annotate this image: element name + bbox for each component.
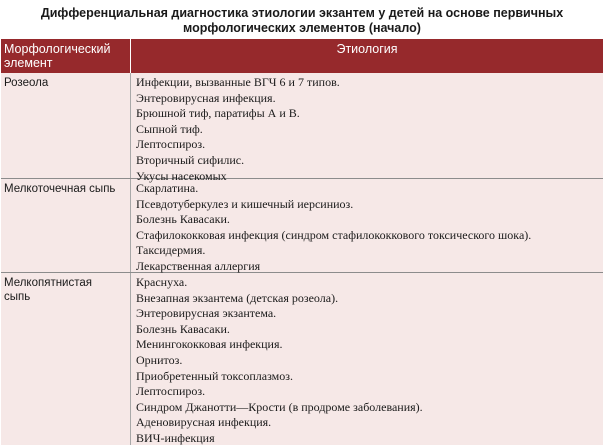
etiology-item: Приобретенный токсоплазмоз. bbox=[136, 368, 294, 383]
table-title bbox=[0, 6, 604, 36]
etiology-item: Краснуха. bbox=[136, 275, 188, 289]
header-etiology: Этиология bbox=[336, 42, 398, 56]
etiology-item: Таксидермия. bbox=[136, 243, 206, 258]
etiology-item: Стафилококковая инфекция (синдром стафилококкового токсического шока). bbox=[136, 227, 532, 242]
element-label-line-2: сыпь bbox=[4, 291, 31, 303]
header-col1-line-1: Морфологический bbox=[4, 42, 111, 56]
element-cell bbox=[1, 273, 131, 445]
table-row bbox=[1, 273, 603, 445]
etiology-item: Инфекции, вызванные ВГЧ 6 и 7 типов. bbox=[136, 75, 340, 89]
etiology-item: Сыпной тиф. bbox=[136, 121, 203, 136]
etiology-item: ВИЧ-инфекция bbox=[136, 430, 215, 445]
etiology-item: Синдром Джанотти—Крости (в продроме заболевания). bbox=[136, 399, 423, 414]
etiology-cell bbox=[131, 273, 603, 445]
element-label-line-1: Мелкопятнистая bbox=[4, 277, 92, 289]
etiology-item: Псевдотуберкулез и кишечный иерсиниоз. bbox=[136, 196, 354, 211]
element-label: Розеола bbox=[4, 77, 49, 89]
etiology-item: Внезапная экзантема (детская розеола). bbox=[136, 290, 339, 305]
element-cell bbox=[1, 179, 131, 272]
etiology-cell bbox=[131, 179, 603, 272]
table-header bbox=[1, 39, 603, 73]
etiology-item: Вторичный сифилис. bbox=[136, 152, 245, 167]
diagnosis-table bbox=[1, 39, 603, 445]
header-morphological-element bbox=[1, 39, 131, 73]
etiology-item: Болезнь Кавасаки. bbox=[136, 212, 230, 227]
etiology-item: Энтеровирусная экзантема. bbox=[136, 306, 277, 321]
element-label: Мелкоточечная сыпь bbox=[4, 183, 116, 195]
etiology-item: Аденовирусная инфекция. bbox=[136, 415, 272, 430]
etiology-item: Укусы насекомых bbox=[136, 168, 227, 183]
table-title-line-2: морфологических элементов (начало) bbox=[183, 21, 421, 35]
etiology-item: Энтеровирусная инфекция. bbox=[136, 90, 276, 105]
etiology-item: Лептоспироз. bbox=[136, 384, 206, 399]
header-col1-line-2: элемент bbox=[4, 56, 53, 70]
table-row bbox=[1, 179, 603, 273]
etiology-item: Лекарственная аллергия bbox=[136, 258, 261, 273]
etiology-item: Менингококковая инфекция. bbox=[136, 337, 283, 352]
etiology-item: Брюшной тиф, паратифы А и В. bbox=[136, 106, 300, 121]
element-cell bbox=[1, 73, 131, 178]
etiology-item: Болезнь Кавасаки. bbox=[136, 321, 230, 336]
etiology-item: Скарлатина. bbox=[136, 181, 199, 195]
table-title-line-1: Дифференциальная диагностика этиологии экзантем у детей на основе первичных bbox=[40, 6, 564, 20]
table-row bbox=[1, 73, 603, 183]
etiology-item: Орнитоз. bbox=[136, 352, 183, 367]
etiology-cell bbox=[131, 73, 603, 183]
etiology-item: Лептоспироз. bbox=[136, 137, 206, 152]
